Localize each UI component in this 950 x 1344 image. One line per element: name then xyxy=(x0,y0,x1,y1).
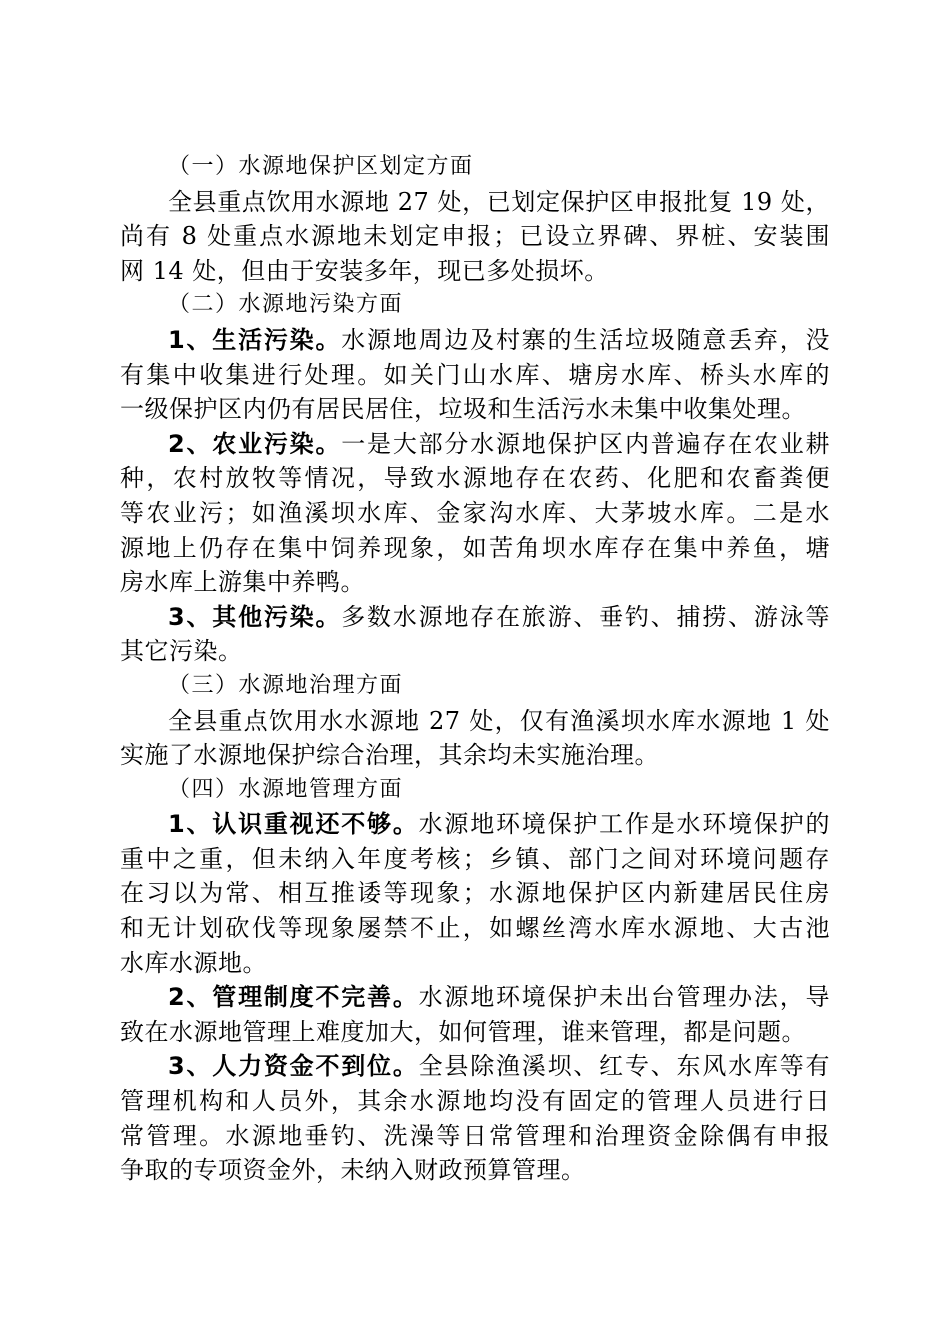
text-line-rest: 全县除渔溪坝、红专、东风水库等有 xyxy=(418,1052,831,1081)
paragraph-agricultural-pollution xyxy=(120,427,830,600)
text-line xyxy=(120,1049,830,1084)
text-line: 在习以为常、相互推诿等现象；水源地保护区内新建居民住房 xyxy=(120,879,830,908)
paragraph-governance xyxy=(120,704,830,773)
text-line: 一级保护区内仍有居民居住，垃圾和生活污水未集中收集处理。 xyxy=(120,395,806,424)
text-line: 常管理。水源地垂钓、洗澡等日常管理和治理资金除偶有申报 xyxy=(120,1121,830,1150)
text-line: 全县重点饮用水水源地 27 处，仅有渔溪坝水库水源地 1 处 xyxy=(168,706,830,735)
paragraph-protection-zones xyxy=(120,185,830,289)
document-page xyxy=(120,150,830,1188)
text-line: 种，农村放牧等情况，导致水源地存在农药、化肥和农畜粪便 xyxy=(120,464,830,493)
paragraph-lead: 1、认识重视还不够。 xyxy=(168,810,419,839)
paragraph-lead: 3、人力资金不到位。 xyxy=(168,1052,419,1081)
text-line: 等农业污；如渔溪坝水库、金家沟水库、大茅坡水库。二是水 xyxy=(120,498,830,527)
section-heading-1: （一）水源地保护区划定方面 xyxy=(168,154,474,179)
text-line xyxy=(120,427,830,462)
paragraph-lead: 2、管理制度不完善。 xyxy=(168,983,419,1012)
paragraph-management-system xyxy=(120,980,830,1049)
text-line: 管理机构和人员外，其余水源地均没有固定的管理人员进行日 xyxy=(120,1087,830,1116)
text-line: 源地上仍存在集中饲养现象，如苦角坝水库存在集中养鱼，塘 xyxy=(120,533,830,562)
paragraph-lead: 3、其他污染。 xyxy=(168,602,342,631)
paragraph-lead: 1、生活污染。 xyxy=(168,325,342,354)
text-line: 网 14 处，但由于安装多年，现已多处损坏。 xyxy=(120,256,609,285)
text-line: 争取的专项资金外，未纳入财政预算管理。 xyxy=(120,1156,586,1185)
text-line xyxy=(120,980,830,1015)
text-line: 有集中收集进行处理。如关门山水库、塘房水库、桥头水库的 xyxy=(120,360,830,389)
section-heading-4: （四）水源地管理方面 xyxy=(168,776,404,802)
text-line: 全县重点饮用水源地 27 处，已划定保护区申报批复 19 处， xyxy=(168,187,830,216)
text-line: 尚有 8 处重点水源地未划定申报；已设立界碑、界桩、安装围 xyxy=(120,222,830,251)
text-line xyxy=(120,807,830,842)
text-line: 房水库上游集中养鸭。 xyxy=(120,568,365,597)
text-line: 水库水源地。 xyxy=(120,948,267,977)
paragraph-lead: 2、农业污染。 xyxy=(168,429,342,458)
section-heading-2: （二）水源地污染方面 xyxy=(168,292,404,318)
text-line: 和无计划砍伐等现象屡禁不止，如螺丝湾水库水源地、大古池 xyxy=(120,914,830,943)
text-line xyxy=(120,600,830,635)
text-line-rest: 一是大部分水源地保护区内普遍存在农业耕 xyxy=(341,429,831,458)
text-line-rest: 水源地环境保护未出台管理办法，导 xyxy=(418,983,831,1012)
text-line: 其它污染。 xyxy=(120,637,243,666)
paragraph-awareness xyxy=(120,807,830,980)
text-line: 致在水源地管理上难度加大，如何管理，谁来管理，都是问题。 xyxy=(120,1017,806,1046)
text-line xyxy=(120,323,830,358)
paragraph-resources xyxy=(120,1049,830,1187)
paragraph-other-pollution xyxy=(120,600,830,669)
text-line: 重中之重，但未纳入年度考核；乡镇、部门之间对环境问题存 xyxy=(120,844,830,873)
text-line: 实施了水源地保护综合治理，其余均未实施治理。 xyxy=(120,741,659,770)
text-line-rest: 水源地环境保护工作是水环境保护的 xyxy=(418,810,831,839)
section-heading-3: （三）水源地治理方面 xyxy=(168,672,404,698)
text-line-rest: 水源地周边及村寨的生活垃圾随意丢弃，没 xyxy=(341,325,831,354)
paragraph-domestic-pollution xyxy=(120,323,830,427)
text-line-rest: 多数水源地存在旅游、垂钓、捕捞、游泳等 xyxy=(341,602,831,631)
